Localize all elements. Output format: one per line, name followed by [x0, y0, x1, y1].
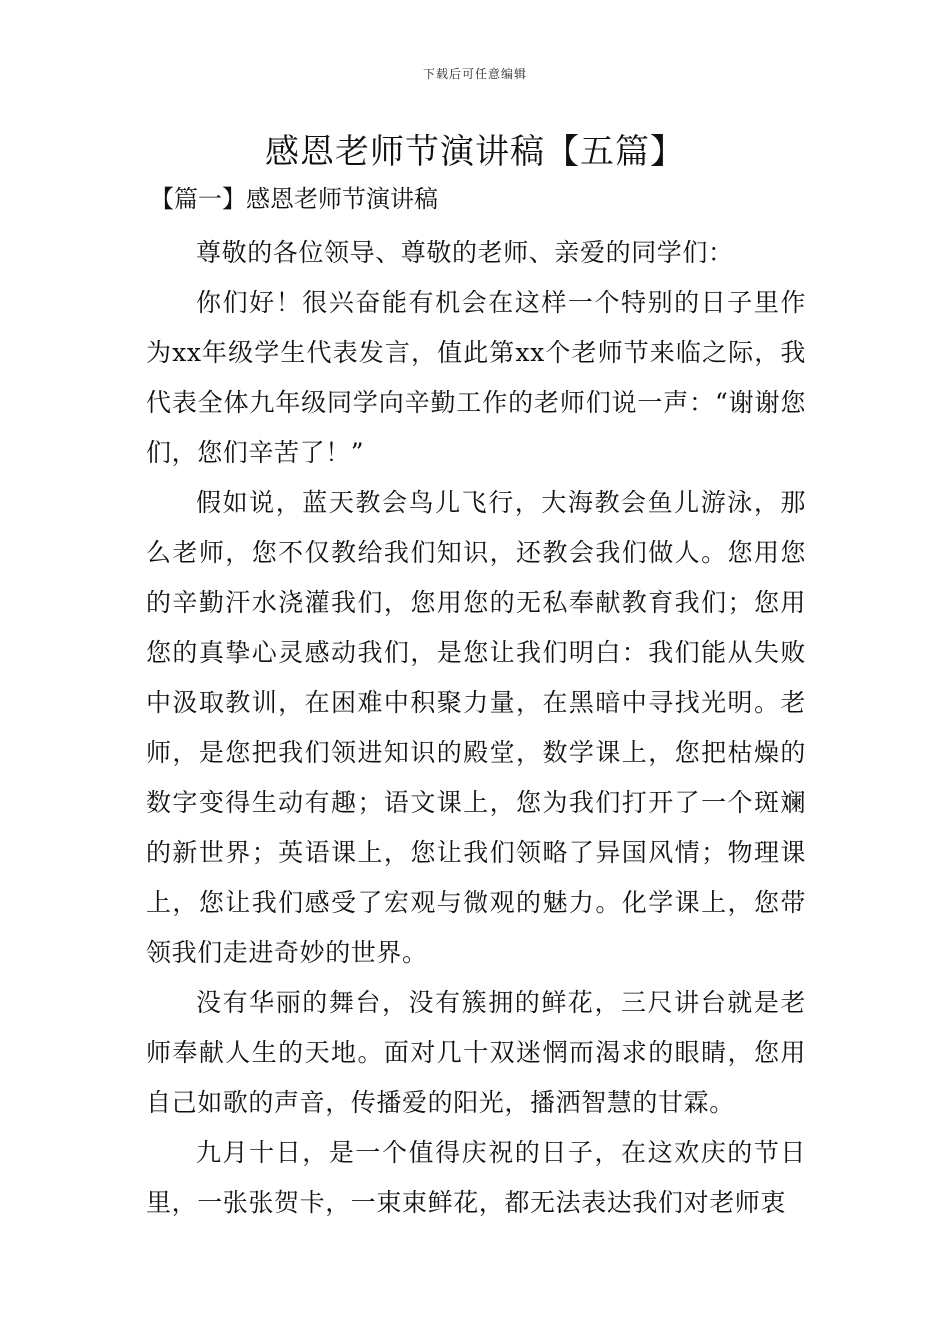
- paragraph-salutation: 尊敬的各位领导、尊敬的老师、亲爱的同学们：: [196, 238, 734, 267]
- section-heading: 【篇一】感恩老师节演讲稿: [150, 185, 438, 213]
- header-note: 下载后可任意编辑: [422, 67, 527, 81]
- body-text: [146, 228, 806, 1228]
- paragraph-greeting: 你们好！很兴奋能有机会在这样一个特别的日子里作为xx年级学生代表发言，值此第xx个老师节来临之际，我代表全体九年级同学向辛勤工作的老师们说一声：“谢谢您们，您们辛苦了！”: [146, 288, 806, 467]
- paragraph-september-tenth: 九月十日，是一个值得庆祝的日子，在这欢庆的节日里，一张张贺卡，一束束鲜花，都无法表达我们对老师衷: [146, 1138, 806, 1217]
- paragraph-podium: 没有华丽的舞台，没有簇拥的鲜花，三尺讲台就是老师奉献人生的天地。面对几十双迷惘而渴求的眼睛，您用自己如歌的声音，传播爱的阳光，播洒智慧的甘霖。: [146, 988, 806, 1117]
- document-title: 感恩老师节演讲稿【五篇】: [265, 132, 685, 172]
- paragraph-teachers-role: 假如说，蓝天教会鸟儿飞行，大海教会鱼儿游泳，那么老师，您不仅教给我们知识，还教会我们做人。您用您的辛勤汗水浇灌我们，您用您的无私奉献教育我们；您用您的真挚心灵感动我们，是您让我们明白：我们能从失败中汲取教训，在困难中积聚力量，在黑暗中寻找光明。老师，是您把我们领进知识的殿堂，数学课上，您把枯燥的数字变得生动有趣；语文课上，您为我们打开了一个斑斓的新世界；英语课上，您让我们领略了异国风情；物理课上，您让我们感受了宏观与微观的魅力。化学课上，您带领我们走进奇妙的世界。: [146, 488, 806, 967]
